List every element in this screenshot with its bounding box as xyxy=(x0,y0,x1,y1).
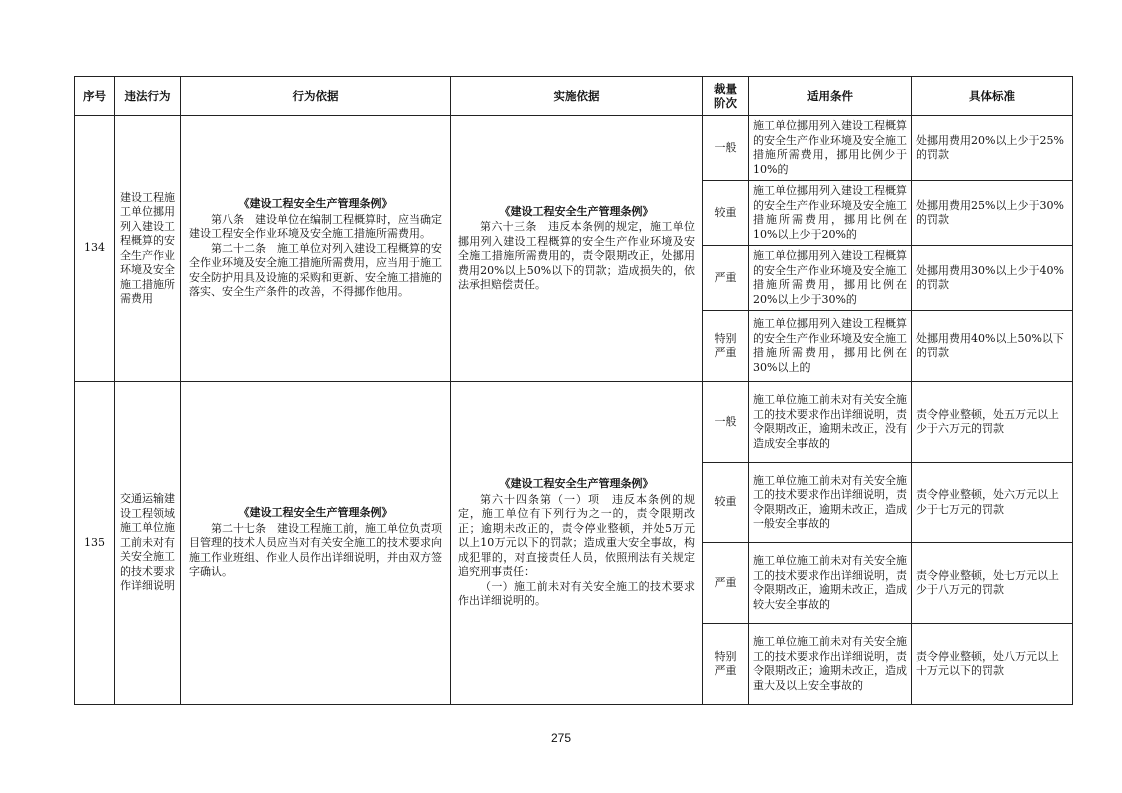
basis-title: 《建设工程安全生产管理条例》 xyxy=(238,197,393,211)
level-cell: 一般 xyxy=(703,382,749,463)
table-row xyxy=(75,116,1073,181)
standard-cell: 处挪用费用20%以上少于25%的罚款 xyxy=(912,116,1073,181)
header-seq: 序号 xyxy=(75,77,115,116)
level-cell: 严重 xyxy=(703,543,749,624)
header-impl: 实施依据 xyxy=(451,77,703,116)
basis-paragraph: 第八条 建设单位在编制工程概算时，应当确定建设工程安全作业环境及安全施工措施所需费用。 xyxy=(189,212,442,241)
level-cell: 一般 xyxy=(703,116,749,181)
behavior-cell: 交通运输建设工程领域施工单位施工前未对有关安全施工的技术要求作详细说明 xyxy=(115,382,181,705)
header-cond: 适用条件 xyxy=(749,77,912,116)
page-number: 275 xyxy=(550,731,572,745)
header-behavior: 违法行为 xyxy=(115,77,181,116)
header-level: 裁量阶次 xyxy=(703,77,749,116)
level-cell: 较重 xyxy=(703,463,749,543)
condition-cell: 施工单位施工前未对有关安全施工的技术要求作出详细说明，责令限期改正，逾期未改正，造成一般安全事故的 xyxy=(749,463,912,543)
level-cell: 特别严重 xyxy=(703,624,749,705)
header-basis: 行为依据 xyxy=(181,77,451,116)
basis-paragraph: 第二十七条 建设工程施工前，施工单位负责项目管理的技术人员应当对有关安全施工的技术要求向施工作业班组、作业人员作出详细说明，并由双方签字确认。 xyxy=(189,521,442,579)
header-row xyxy=(75,77,1073,116)
impl-paragraph: （一）施工前未对有关安全施工的技术要求作出详细说明的。 xyxy=(458,579,695,608)
seq-cell: 135 xyxy=(75,382,115,705)
standard-cell: 责令停业整顿，处六万元以上少于七万元的罚款 xyxy=(912,463,1073,543)
table-row xyxy=(75,382,1073,463)
basis-paragraph: 第二十二条 施工单位对列入建设工程概算的安全作业环境及安全施工措施所需费用，应当用于施工安全防护用具及设施的采购和更新、安全施工措施的落实、安全生产条件的改善，不得挪作他用。 xyxy=(189,241,442,299)
header-std: 具体标准 xyxy=(912,77,1073,116)
standard-cell: 处挪用费用30%以上少于40%的罚款 xyxy=(912,246,1073,311)
impl-title: 《建设工程安全生产管理条例》 xyxy=(499,477,654,491)
standard-cell: 责令停业整顿，处七万元以上少于八万元的罚款 xyxy=(912,543,1073,624)
condition-cell: 施工单位挪用列入建设工程概算的安全生产作业环境及安全施工措施所需费用，挪用比例在20%以上少于30%的 xyxy=(749,246,912,311)
seq-cell: 134 xyxy=(75,116,115,382)
condition-cell: 施工单位挪用列入建设工程概算的安全生产作业环境及安全施工措施所需费用，挪用比例少于10%的 xyxy=(749,116,912,181)
behavior-cell: 建设工程施工单位挪用列入建设工程概算的安全生产作业环境及安全施工措施所需费用 xyxy=(115,116,181,382)
condition-cell: 施工单位施工前未对有关安全施工的技术要求作出详细说明，责令限期改正，逾期未改正，没有造成安全事故的 xyxy=(749,382,912,463)
condition-cell: 施工单位施工前未对有关安全施工的技术要求作出详细说明，责令限期改正，逾期未改正，造成较大安全事故的 xyxy=(749,543,912,624)
level-cell: 较重 xyxy=(703,181,749,246)
impl-paragraph: 第六十四条第（一）项 违反本条例的规定，施工单位有下列行为之一的，责令限期改正；逾期未改正的，责令停业整顿，并处5万元以上10万元以下的罚款；造成重大安全事故，构成犯罪的，对直接责任人员，依照刑法有关规定追究刑事责任： xyxy=(458,492,695,579)
condition-cell: 施工单位挪用列入建设工程概算的安全生产作业环境及安全施工措施所需费用，挪用比例在10%以上少于20%的 xyxy=(749,181,912,246)
level-cell: 严重 xyxy=(703,246,749,311)
basis-cell xyxy=(181,382,451,705)
standard-cell: 责令停业整顿，处八万元以上十万元以下的罚款 xyxy=(912,624,1073,705)
condition-cell: 施工单位挪用列入建设工程概算的安全生产作业环境及安全施工措施所需费用，挪用比例在30%以上的 xyxy=(749,311,912,382)
level-cell: 特别严重 xyxy=(703,311,749,382)
standard-cell: 处挪用费用40%以上50%以下的罚款 xyxy=(912,311,1073,382)
impl-cell xyxy=(451,382,703,705)
impl-paragraph: 第六十三条 违反本条例的规定，施工单位挪用列入建设工程概算的安全生产作业环境及安全施工措施所需费用的，责令限期改正，处挪用费用20%以上50%以下的罚款；造成损失的，依法承担赔偿责任。 xyxy=(458,220,695,291)
condition-cell: 施工单位施工前未对有关安全施工的技术要求作出详细说明，责令限期改正；逾期未改正，造成重大及以上安全事故的 xyxy=(749,624,912,705)
impl-cell xyxy=(451,116,703,382)
basis-title: 《建设工程安全生产管理条例》 xyxy=(238,506,393,520)
standard-cell: 责令停业整顿，处五万元以上少于六万元的罚款 xyxy=(912,382,1073,463)
impl-title: 《建设工程安全生产管理条例》 xyxy=(499,204,654,218)
penalty-table xyxy=(74,76,1073,705)
basis-cell xyxy=(181,116,451,382)
standard-cell: 处挪用费用25%以上少于30%的罚款 xyxy=(912,181,1073,246)
